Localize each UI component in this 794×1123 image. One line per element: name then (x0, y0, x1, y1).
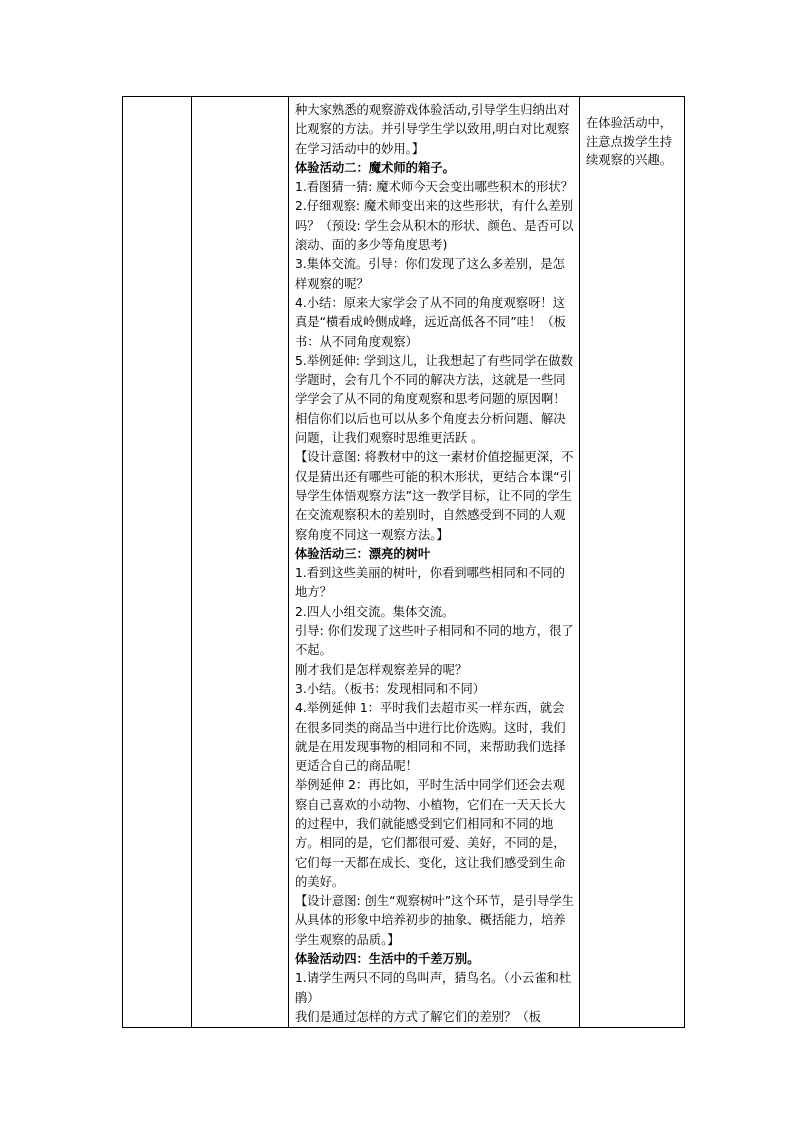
paragraph: 5.举例延伸: 学到这儿，让我想起了有些同学在做数学题时，会有几个不同的解决方法，这就是一些同学学会了从不同的角度观察和思考问题的原因啊！相信你们以后也可以从多个角度去分析问题、解决问题，让我们观察时思维更活跃 。 (295, 353, 574, 446)
table-row (123, 97, 685, 1028)
paragraph: 刚才我们是怎样观察差异的呢？ (295, 662, 468, 677)
table-cell-blank-2 (192, 97, 289, 1028)
table-cell-blank-1 (123, 97, 192, 1028)
paragraph: 我们是通过怎样的方式了解它们的差别？（板 (295, 1009, 541, 1024)
paragraph: 3.集体交流。引导：你们发现了这么多差别，是怎样观察的呢？ (295, 257, 565, 291)
paragraph: 4.举例延伸 1：平时我们去超市买一样东西，就会在很多同类的商品当中进行比价选购。这时，我们就是在用发现事物的相同和不同，来帮助我们选择更适合自己的商品呢！ (295, 701, 566, 774)
teacher-note-text (580, 97, 684, 170)
activity-heading-4: 体验活动四：生活中的千差万别。 (295, 952, 480, 967)
teaching-process-cell (289, 97, 580, 1028)
activity-heading-3: 体验活动三：漂亮的树叶 (295, 546, 431, 561)
paragraph: 举例延伸 2：再比如，平时生活中同学们还会去观察自己喜欢的小动物、小植物，它们在一天天长大的过程中，我们就能感受到它们相同和不同的地方。相同的是，它们都很可爱、美好，不同的是，它们每一天都在成长、变化，这让我们感受到生命的美好。 (295, 778, 566, 889)
paragraph: 1.看到这些美丽的树叶，你看到哪些相同和不同的地方？ (295, 566, 565, 600)
teaching-process-text (289, 97, 579, 1027)
lesson-plan-table (122, 96, 685, 1028)
paragraph: 1.看图猜一猜: 魔术师今天会变出哪些积木的形状？ (295, 180, 574, 195)
paragraph: 种大家熟悉的观察游戏体验活动,引导学生归纳出对比观察的方法。并引导学生学以致用,明白对比观察在学习活动中的妙用。】 (295, 103, 570, 156)
paragraph: 4.小结：原来大家学会了从不同的角度观察呀！这真是“横看成岭侧成峰，远近高低各不同”哇！（板书：从不同角度观察） (295, 295, 566, 349)
design-intent-paragraph: 【设计意图: 创生“观察树叶”这个环节，是引导学生从具体的形象中培养初步的抽象、概括能力，培养学生观察的品质。】 (295, 894, 575, 947)
paragraph: 1.请学生两只不同的鸟叫声，猜鸟名。（小云雀和杜鹃） (295, 971, 572, 1005)
paragraph: 引导: 你们发现了这些叶子相同和不同的地方，很了不起。 (295, 624, 574, 658)
teacher-note: 在体验活动中，注意点拨学生持续观察的兴趣。 (586, 116, 673, 167)
paragraph: 2.仔细观察: 魔术师变出来的这些形状，有什么差别吗？（预设: 学生会从积木的形状、颜色、是否可以滚动、面的多少等角度思考) (295, 199, 574, 253)
paragraph: 3.小结。（板书：发现相同和不同） (295, 681, 486, 696)
activity-heading-2: 体验活动二：魔术师的箱子。 (295, 160, 455, 175)
paragraph: 2.四人小组交流。集体交流。 (295, 604, 455, 619)
design-intent-paragraph: 【设计意图: 将教材中的这一素材价值挖掘更深，不仅是猜出还有哪些可能的积木形状，更结合本课“引导学生体悟观察方法”这一教学目标，让不同的学生在交流观察积木的差别时，自然感受到不同的人观察角度不同这一观察方法。】 (295, 450, 574, 542)
teacher-note-cell (580, 97, 685, 1028)
